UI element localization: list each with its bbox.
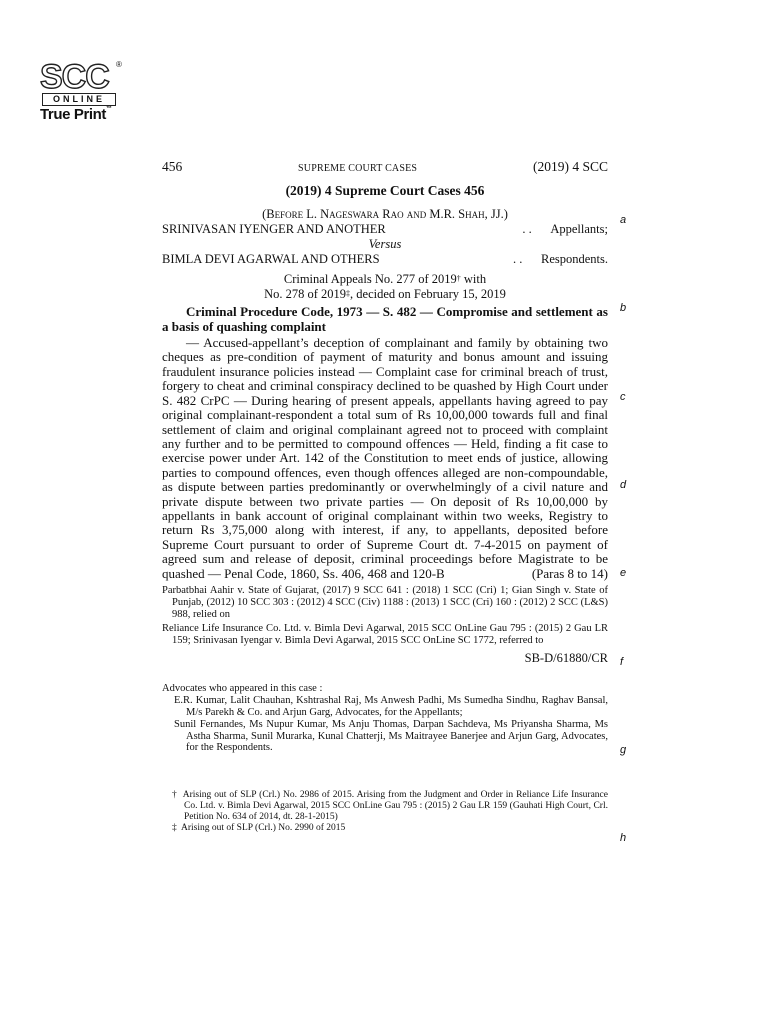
references-relied-on: Parbatbhai Aahir v. State of Gujarat, (2017) 9 SCC 641 : (2018) 1 SCC (Cri) 1; Gian Singh v. State of Punjab, (2012) 10 SCC 303 : (2012) 4 SCC (Civ) 1188 : (2013) 1 SCC (Cri) 160 : (2012) 2 SCC (L&S) 988, relied on (162, 584, 608, 620)
headnote-body (162, 336, 608, 581)
footnotes (162, 790, 608, 834)
headnote-paras: (Paras 8 to 14) (531, 565, 608, 581)
margin-letter-c: c (620, 391, 626, 403)
logo-registered-mark: ® (116, 60, 122, 69)
margin-letter-a: a (620, 214, 627, 226)
footnote-1 (172, 790, 608, 823)
margin-letter-g: g (620, 744, 627, 756)
footnote-1-mark: † (172, 790, 178, 801)
advocates-section (162, 683, 608, 754)
document-page (162, 160, 608, 834)
margin-letter-b: b (620, 302, 627, 314)
footnote-2 (172, 823, 608, 834)
logo-true-print (40, 106, 112, 123)
appellant-dots: . . (522, 222, 532, 237)
footnote-mark-dagger: † (456, 274, 461, 284)
appeal-number-2: No. 278 of 2019 (264, 286, 347, 301)
margin-letter-f: f (620, 656, 624, 668)
headnote-text: — Accused-appellant’s deception of complainant and family by obtaining two cheques as pre-condition of payment of maturity and bonus amount and issuing fraudulent insurance policies instead — Complaint case for criminal breach of trust, forgery to cheat and criminal conspiracy declined to be quashed by High Court under S. 482 CrPC — During hearing of present appeals, appellants having agreed to pay original complainant-respondent a total sum of Rs 10,00,000 towards full and final settlement of claim and original complainant agreed not to proceed with complaint any further and to be permitted to compound offences — Held, finding a fit case to exercise power under Art. 142 of the Constitution to meet ends of justice, allowing parties to compound offences, even though offences alleged are non-compoundable, as dispute between parties predominantly or overwhelmingly of a civil nature and private dispute between two private parties — On deposit of Rs 10,00,000 by appellants in bank account of original complainant within two weeks, Registry to return Rs 3,75,000 along with interest, if any, to appellants, deposited before Supreme Court pursuant to order of Supreme Court dt. 7-4-2015 on payment of agreed sum and release of deposit, criminal proceedings before Magistrate to be quashed — Penal Code, 1860, Ss. 406, 468 and 120-B (162, 335, 608, 581)
running-header (162, 160, 608, 176)
appeal-line-2 (162, 287, 608, 301)
case-citation: (2019) 4 Supreme Court Cases 456 (285, 183, 485, 199)
respondent-dots: . . (512, 252, 523, 267)
appeal-with: with (460, 272, 487, 287)
advocates-intro: Advocates who appeared in this case : (162, 683, 323, 695)
volume-citation: (2019) 4 SCC (532, 159, 608, 174)
scc-online-logo (40, 60, 124, 124)
appellant-role: Appellants; (550, 222, 608, 237)
references-referred-to: Reliance Life Insurance Co. Ltd. v. Bimla Devi Agarwal, 2015 SCC OnLine Gau 795 : (2015) 2 Gau LR 159; Srinivasan Iyengar v. Bimla Devi Agarwal, 2015 SCC OnLine SC 1772, referred to (162, 622, 608, 646)
logo-online-text: ONLINE (42, 93, 116, 106)
respondent-name: BIMLA DEVI AGARWAL AND OTHERS (162, 252, 380, 267)
footnote-1-text: Arising out of SLP (Crl.) No. 2986 of 2015. Arising from the Judgment and Order in Reliance Life Insurance Co. Ltd. v. Bimla Devi Agarwal, 2015 SCC OnLine Gau 795 : (2015) 2 Gau LR 159 (Gauhati High Court, Crl. Petition No. 634 of 2014, dt. 28-1-2015) (182, 790, 608, 823)
footnote-2-mark: ‡ (172, 823, 177, 834)
page-number: 456 (162, 159, 183, 174)
appellant-name: SRINIVASAN IYENGER AND ANOTHER (162, 222, 386, 237)
respondent-role: Respondents. (540, 252, 608, 267)
appeal-line-1 (162, 272, 608, 286)
footnote-mark-double-dagger: ‡ (346, 288, 351, 298)
headnote-heading: Criminal Procedure Code, 1973 — S. 482 — Compromise and settlement as a basis of quashing complaint (162, 304, 608, 334)
respondent-row (162, 252, 608, 266)
bench: (Before L. Nageswara Rao and M.R. Shah, JJ.) (262, 206, 508, 221)
appellant-row (162, 222, 608, 236)
advocates-for-respondents: Sunil Fernandes, Ms Nupur Kumar, Ms Anju Thomas, Darpan Sachdeva, Ms Priyansha Sharma, Ms Astha Sharma, Sunil Murarka, Kunal Chatterji, Ms Maitrayee Banerjee and Arjun Garg, Advocates, for the Respondents. (174, 718, 608, 754)
decision-date: , decided on February 15, 2019 (350, 286, 506, 301)
margin-letter-h: h (620, 832, 627, 844)
appeal-number-1: Criminal Appeals No. 277 of 2019 (283, 272, 457, 287)
advocates-for-appellants: E.R. Kumar, Lalit Chauhan, Kshtrashal Raj, Ms Anwesh Padhi, Ms Sumedha Sindhu, Raghav Bansal, M/s Parekh & Co. and Arjun Garg, Advocates, for the Appellants; (174, 695, 608, 718)
logo-true-print-text: True Print (40, 106, 107, 123)
margin-letter-e: e (620, 567, 627, 579)
running-title: SUPREME COURT CASES (298, 163, 418, 174)
margin-letter-d: d (620, 479, 627, 491)
versus: Versus (368, 236, 402, 251)
logo-tm-mark: ™ (106, 106, 112, 112)
logo-scc-text: SCC (40, 58, 109, 96)
footnote-2-text: Arising out of SLP (Crl.) No. 2990 of 2015 (180, 823, 346, 834)
sbd-number: SB-D/61880/CR (524, 650, 608, 665)
